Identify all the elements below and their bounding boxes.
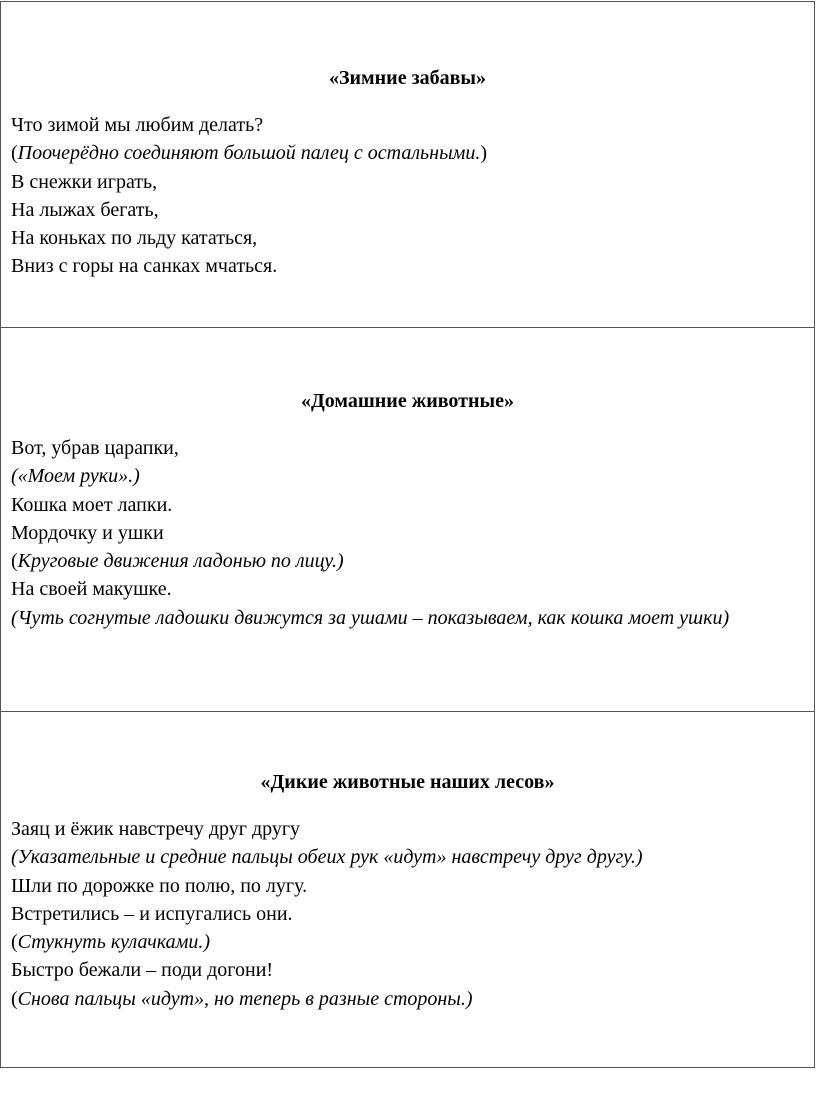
verse-text: На коньках по льду кататься, <box>11 227 258 250</box>
verse-text: Что зимой мы любим делать? <box>11 114 264 136</box>
instruction-text: Снова пальцы «идут», но теперь в разные стороны.) <box>17 987 473 1010</box>
poem-line <box>11 575 804 603</box>
verse-text: Кошка моет лапки. <box>11 493 173 516</box>
poem-line <box>11 252 804 280</box>
poem-line <box>11 872 804 900</box>
instruction-text: Круговые движения ладонью по лицу.) <box>17 550 344 573</box>
verse-text: Шли по дорожке по полю, по лугу. <box>11 874 308 897</box>
poem-line <box>11 434 804 462</box>
verse-text: ( <box>11 931 18 954</box>
poem-line <box>11 519 804 547</box>
section-title: «Домашние животные» <box>301 390 514 412</box>
poem-line <box>11 928 804 956</box>
verse-text: Вот, убрав царапки, <box>11 437 179 459</box>
poem-line <box>11 900 804 928</box>
instruction-text: Поочерёдно соединяют большой палец с остальными. <box>17 142 481 165</box>
poem-line <box>11 815 804 843</box>
verse-text: На лыжах бегать, <box>11 198 159 221</box>
verse-text: Вниз с горы на санках мчаться. <box>11 255 278 278</box>
poem-line <box>11 547 804 575</box>
poem-line <box>11 196 804 224</box>
section-domestic-animals <box>1 328 814 712</box>
poem-line <box>11 168 804 196</box>
verse-text: ( <box>11 987 18 1010</box>
section-title: «Дикие животные наших лесов» <box>260 771 555 793</box>
poem-line <box>11 224 804 252</box>
poem-line <box>11 604 804 632</box>
verse-text: ( <box>11 142 18 165</box>
verse-text: Заяц и ёжик навстречу друг другу <box>11 818 301 840</box>
verse-text: ( <box>11 550 18 573</box>
document-table <box>0 1 815 1068</box>
verse-text: В снежки играть, <box>11 170 158 193</box>
poem-line <box>11 462 804 490</box>
verse-text: Встретились – и испугались они. <box>11 902 293 925</box>
verse-text: Быстро бежали – поди догони! <box>11 959 274 982</box>
poem-line <box>11 139 804 167</box>
verse-text: Мордочку и ушки <box>11 521 164 544</box>
poem-line <box>11 491 804 519</box>
instruction-text: Стукнуть кулачками.) <box>17 931 211 954</box>
instruction-text: (Чуть согнутые ладошки движутся за ушами – показываем, как кошка моет ушки) <box>11 606 730 629</box>
section-title: «Зимние забавы» <box>328 67 487 89</box>
section-winter-fun <box>1 2 814 328</box>
verse-text: На своей макушке. <box>11 578 172 601</box>
instruction-text: (Указательные и средние пальцы обеих рук «идут» навстречу друг другу.) <box>11 846 643 869</box>
instruction-text: («Моем руки».) <box>11 465 140 488</box>
poem-line <box>11 843 804 871</box>
poem-line <box>11 985 804 1013</box>
section-wild-animals <box>1 712 814 1067</box>
verse-text: ) <box>480 142 488 165</box>
poem-line <box>11 956 804 984</box>
poem-line <box>11 111 804 139</box>
